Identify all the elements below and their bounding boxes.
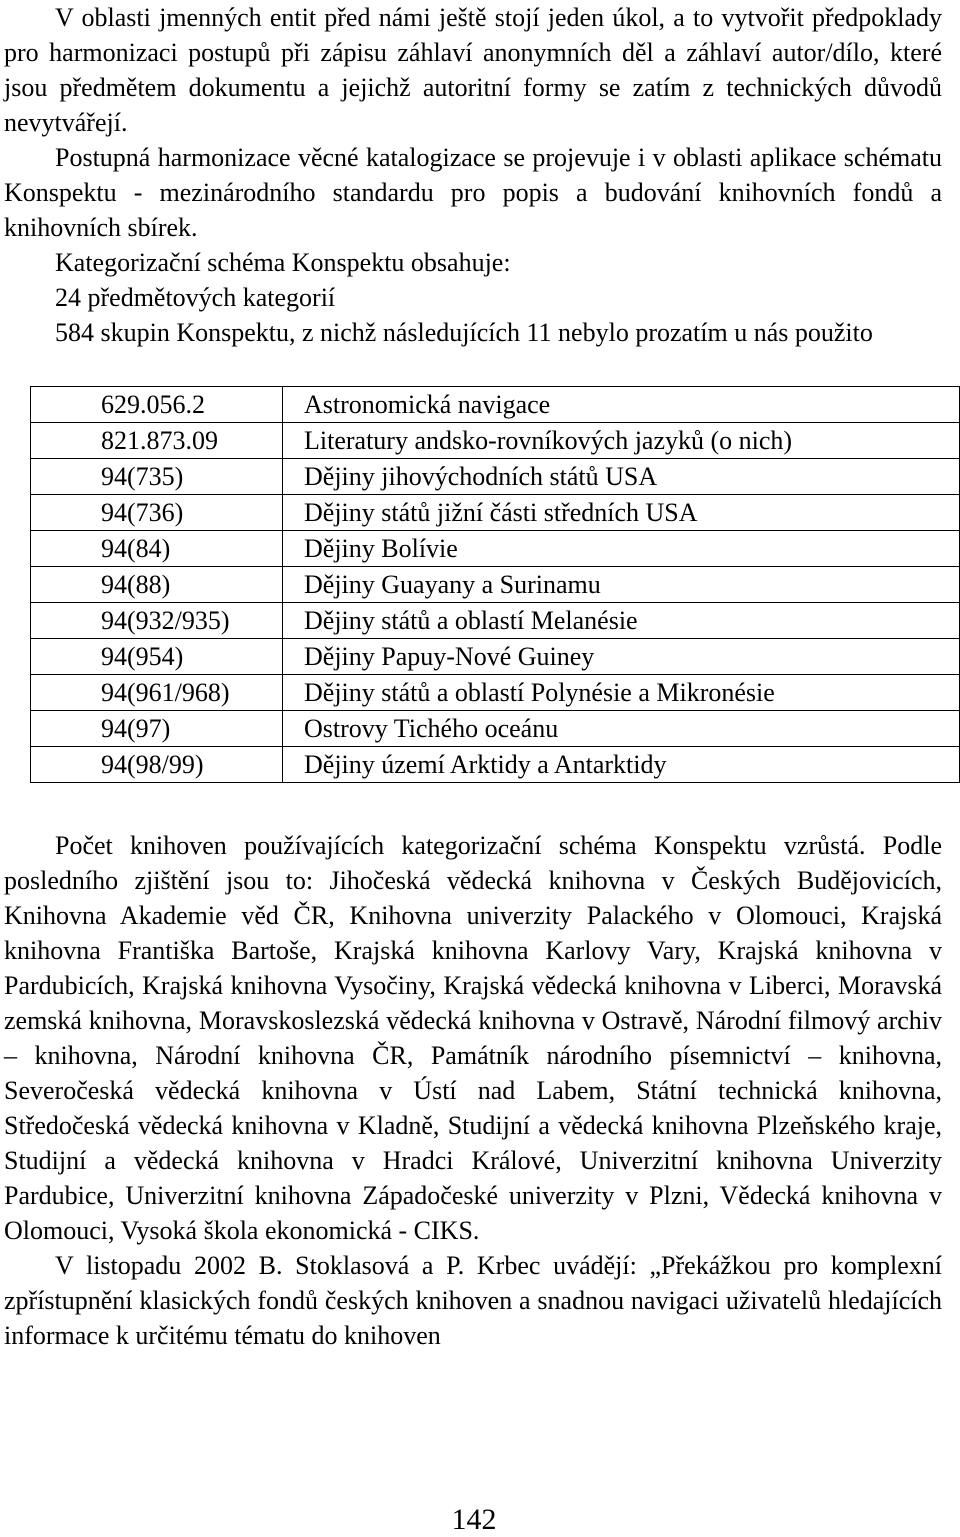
page-number: 142 xyxy=(451,1503,497,1536)
paragraph-schema-contents: Kategorizační schéma Konspektu obsahuje: xyxy=(55,248,511,277)
group-name-cell: Astronomická navigace xyxy=(283,387,960,423)
table-row xyxy=(31,603,960,639)
group-code-cell: 94(98/99) xyxy=(31,747,283,783)
table-row xyxy=(31,459,960,495)
group-code-cell: 821.873.09 xyxy=(31,423,283,459)
table-row xyxy=(31,747,960,783)
paragraph-category-count: 24 předmětových kategorií xyxy=(55,283,336,312)
group-code-cell: 94(961/968) xyxy=(31,675,283,711)
table-row xyxy=(31,675,960,711)
group-name-cell: Ostrovy Tichého oceánu xyxy=(283,711,960,747)
table-row xyxy=(31,639,960,675)
group-name-cell: Dějiny Bolívie xyxy=(283,531,960,567)
group-name-cell: Dějiny států jižní části středních USA xyxy=(283,495,960,531)
group-name-cell: Dějiny jihovýchodních států USA xyxy=(283,459,960,495)
table-row xyxy=(31,495,960,531)
group-code-cell: 94(84) xyxy=(31,531,283,567)
group-code-cell: 94(736) xyxy=(31,495,283,531)
table-row xyxy=(31,567,960,603)
group-name-cell: Dějiny států a oblastí Polynésie a Mikronésie xyxy=(283,675,960,711)
paragraph-library-list: Počet knihoven používajících kategorizační schéma Konspektu vzrůstá. Podle posledního zjištění jsou to: Jihočeská vědecká knihovna v Českých Budějovicích, Knihovna Akademie věd ČR, Knihovna univerzity Palackého v Olomouci, Krajská knihovna Františka Bartoše, Krajská knihovna Karlovy Vary, Krajská knihovna v Pardubicích, Krajská knihovna Vysočiny, Krajská vědecká knihovna v Liberci, Moravská zemská knihovna, Moravskoslezská vědecká knihovna v Ostravě, Národní filmový archiv – knihovna, Národní knihovna ČR, Památník národního písemnictví – knihovna, Severočeská vědecká knihovna v Ústí nad Labem, Státní technická knihovna, Středočeská vědecká knihovna v Kladně, Studijní a vědecká knihovna Plzeňského kraje, Studijní a vědecká knihovna v Hradci Králové, Univerzitní knihovna Univerzity Pardubice, Univerzitní knihovna Západočeské univerzity v Plzni, Vědecká knihovna v Olomouci, Vysoká škola ekonomická - CIKS. xyxy=(4,831,942,1245)
group-name-cell: Dějiny Guayany a Surinamu xyxy=(283,567,960,603)
paragraph-konspekt-harmonization: Postupná harmonizace věcné katalogizace se projevuje i v oblasti aplikace schématu Konspektu - mezinárodního standardu pro popis a budování knihovních fondů a knihovních sbírek. xyxy=(4,143,942,242)
group-code-cell: 94(932/935) xyxy=(31,603,283,639)
unused-groups-table-body xyxy=(31,387,960,783)
table-row xyxy=(31,423,960,459)
group-name-cell: Dějiny států a oblastí Melanésie xyxy=(283,603,960,639)
table-row xyxy=(31,711,960,747)
paragraph-entity-harmonization: V oblasti jmenných entit před námi ještě stojí jeden úkol, a to vytvořit předpoklady pro harmonizaci postupů při zápisu záhlaví anonymních děl a záhlaví autor/dílo, které jsou předmětem dokumentu a jejichž autoritní formy se zatím z technických důvodů nevytvářejí. xyxy=(4,3,942,137)
group-code-cell: 629.056.2 xyxy=(31,387,283,423)
group-name-cell: Literatury andsko-rovníkových jazyků (o nich) xyxy=(283,423,960,459)
table-row xyxy=(31,531,960,567)
group-code-cell: 94(88) xyxy=(31,567,283,603)
group-code-cell: 94(954) xyxy=(31,639,283,675)
unused-groups-table xyxy=(30,386,960,783)
table-row xyxy=(31,387,960,423)
paragraph-quote-intro: V listopadu 2002 B. Stoklasová a P. Krbec uvádějí: „Překážkou pro komplexní zpřístupnění klasických fondů českých knihoven a snadnou navigaci uživatelů hledajících informace k určitému tématu do knihoven xyxy=(4,1251,942,1350)
group-name-cell: Dějiny Papuy-Nové Guiney xyxy=(283,639,960,675)
group-name-cell: Dějiny území Arktidy a Antarktidy xyxy=(283,747,960,783)
document-page xyxy=(4,0,942,1353)
group-code-cell: 94(97) xyxy=(31,711,283,747)
group-code-cell: 94(735) xyxy=(31,459,283,495)
paragraph-group-count: 584 skupin Konspektu, z nichž následujících 11 nebylo prozatím u nás použito xyxy=(55,318,873,347)
